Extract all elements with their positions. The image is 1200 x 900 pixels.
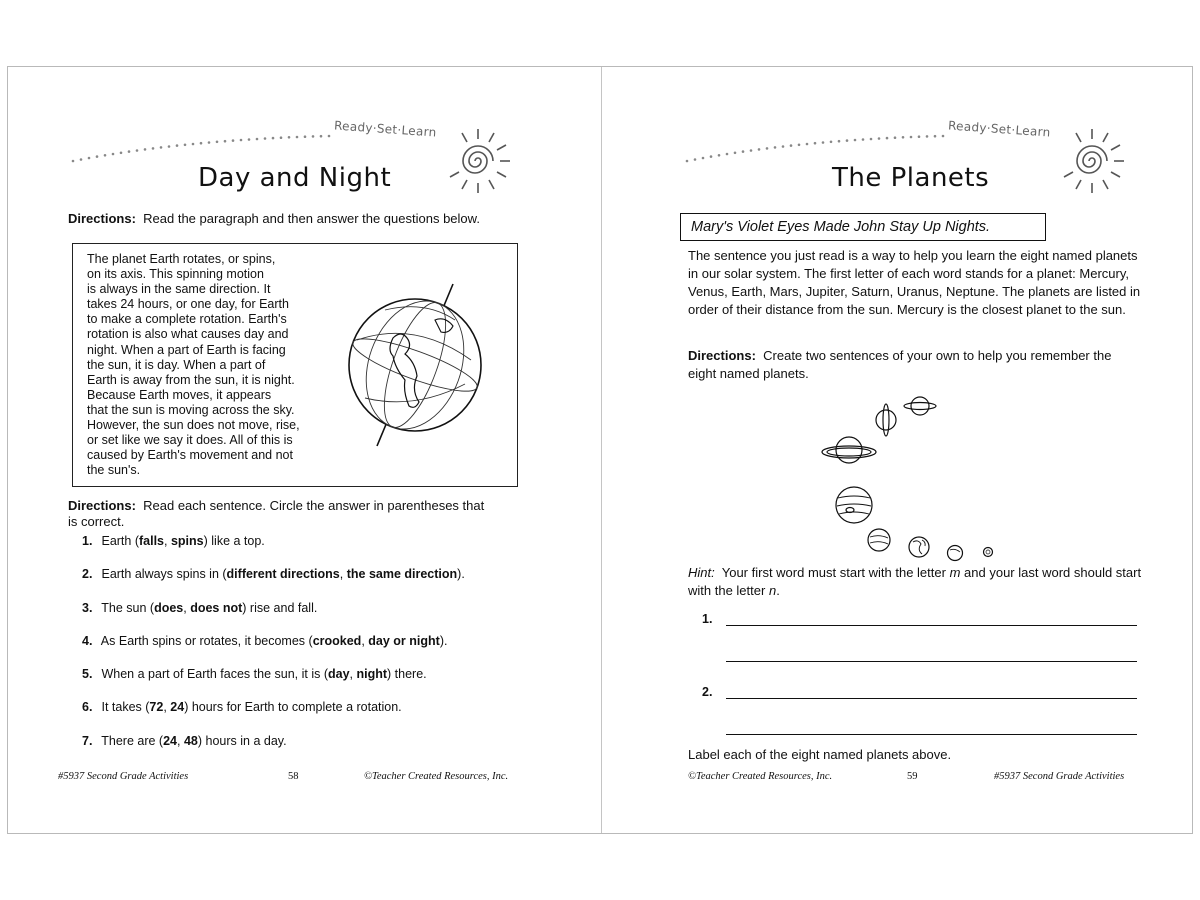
footer-publisher: ©Teacher Created Resources, Inc. <box>364 771 509 782</box>
answer-option[interactable]: does <box>154 600 184 615</box>
book-spread <box>7 66 1193 834</box>
answer-option[interactable]: falls <box>139 534 165 548</box>
question-3: 3. The sun (does, does not) rise and fall. <box>82 600 318 615</box>
answer-number-1: 1. <box>702 612 713 626</box>
question-2: 2. Earth always spins in (different directions, the same direction). <box>82 567 465 582</box>
mnemonic-box: Mary's Violet Eyes Made John Stay Up Nights. <box>680 213 1046 241</box>
left-page <box>8 67 601 833</box>
planet-icon <box>909 537 929 557</box>
answer-option[interactable]: 24 <box>170 700 185 715</box>
directions-2 <box>68 498 484 530</box>
planet-icon <box>822 437 876 463</box>
hint-letter-m: m <box>949 565 961 580</box>
answer-line-2b[interactable] <box>726 734 1137 735</box>
planet-icon <box>868 529 890 551</box>
series-label: Ready·Set·Learn <box>333 118 438 140</box>
planet-icon <box>984 548 993 557</box>
question-5: 5. When a part of Earth faces the sun, it is (day, night) there. <box>82 667 427 682</box>
directions <box>688 347 1143 383</box>
directions-label: Directions: <box>688 348 756 363</box>
hint-label: Hint: <box>688 565 715 580</box>
intro-paragraph: The sentence you just read is a way to help you learn the eight named planets in our solar system. The first letter of each word stands for a planet: Mercury, Venus, Earth, Mars, Jupiter, Saturn, Uranus, Neptune. The planets are listed in order of their distance from the sun. Mercury is the closest planet to the sun. <box>688 248 1141 317</box>
page-title: Day and Night <box>198 163 392 193</box>
sun-icon <box>1064 129 1124 193</box>
answer-option[interactable]: the same direction <box>346 567 458 582</box>
directions-1 <box>68 211 480 227</box>
hint-letter-n: n <box>768 583 777 598</box>
directions-text: Create two sentences of your own to help you remember the eight named planets. <box>688 348 1112 381</box>
page-title: The Planets <box>832 163 990 193</box>
question-1: 1. Earth (falls, spins) like a top. <box>82 534 265 548</box>
series-label: Ready·Set·Learn <box>947 118 1052 140</box>
hint-end: . <box>776 583 780 598</box>
question-list <box>82 533 465 766</box>
earth-paragraph: The planet Earth rotates, or spins, on its axis. This spinning motion is always in the same direction. It takes 24 hours, or one day, for Earth to make a complete rotation. Earth's rotation is also what causes day and night. When a part of Earth is facing the sun, it is day. When a part of Earth is away from the sun, it is night. Because Earth moves, it appears that the sun is moving across the sky. However, the sun does not move, rise, or set like we say it does. All of this is caused by Earth's movement and not the sun's. <box>87 252 300 478</box>
answer-option[interactable]: day or night <box>368 633 440 648</box>
globe-icon <box>345 280 495 450</box>
directions-text: Read each sentence. Circle the answer in parentheses that <box>143 498 485 513</box>
planets-illustration <box>812 392 1012 562</box>
hint-text-cont: and your last word should start with the letter <box>688 565 1142 598</box>
footer-book: #5937 Second Grade Activities <box>994 771 1125 782</box>
dotted-arc <box>686 135 945 163</box>
sun-icon <box>450 129 510 193</box>
answer-option[interactable]: different directions <box>226 567 340 582</box>
planet-icon <box>876 404 896 436</box>
answer-option[interactable]: day <box>327 667 350 682</box>
answer-number-2: 2. <box>702 685 713 699</box>
answer-option[interactable]: crooked <box>312 633 362 648</box>
answer-option[interactable]: spins <box>170 534 204 548</box>
answer-option[interactable]: 24 <box>163 733 177 748</box>
right-page <box>602 67 1194 833</box>
question-4: 4. As Earth spins or rotates, it becomes (crooked, day or night). <box>82 633 448 648</box>
directions-label: Directions: <box>68 498 136 513</box>
footer-book: #5937 Second Grade Activities <box>58 771 189 782</box>
planet-icon <box>836 487 872 523</box>
directions-text: Read the paragraph and then answer the questions below. <box>143 211 480 226</box>
answer-line-1a[interactable] <box>726 625 1137 626</box>
question-6: 6. It takes (72, 24) hours for Earth to complete a rotation. <box>82 700 402 715</box>
hint-text: Your first word must start with the letter <box>721 565 946 580</box>
planet-icon <box>948 546 963 561</box>
dotted-arc <box>72 135 331 163</box>
planet-icon <box>904 397 936 415</box>
directions-label: Directions: <box>68 211 136 226</box>
answer-option[interactable]: does not <box>190 600 243 615</box>
footer-publisher: ©Teacher Created Resources, Inc. <box>688 771 833 782</box>
answer-line-2a[interactable] <box>726 698 1137 699</box>
directions-text-cont: is correct. <box>68 514 125 529</box>
answer-option[interactable]: 72 <box>149 700 164 715</box>
question-7: 7. There are (24, 48) hours in a day. <box>82 733 287 748</box>
answer-option[interactable]: 48 <box>183 733 198 748</box>
paragraph-box <box>72 243 518 487</box>
footer-page-number: 59 <box>907 771 918 782</box>
label-instruction: Label each of the eight named planets above. <box>688 747 952 762</box>
answer-line-1b[interactable] <box>726 661 1137 662</box>
footer-page-number: 58 <box>288 771 299 782</box>
answer-option[interactable]: night <box>356 667 388 682</box>
hint <box>688 564 1143 600</box>
